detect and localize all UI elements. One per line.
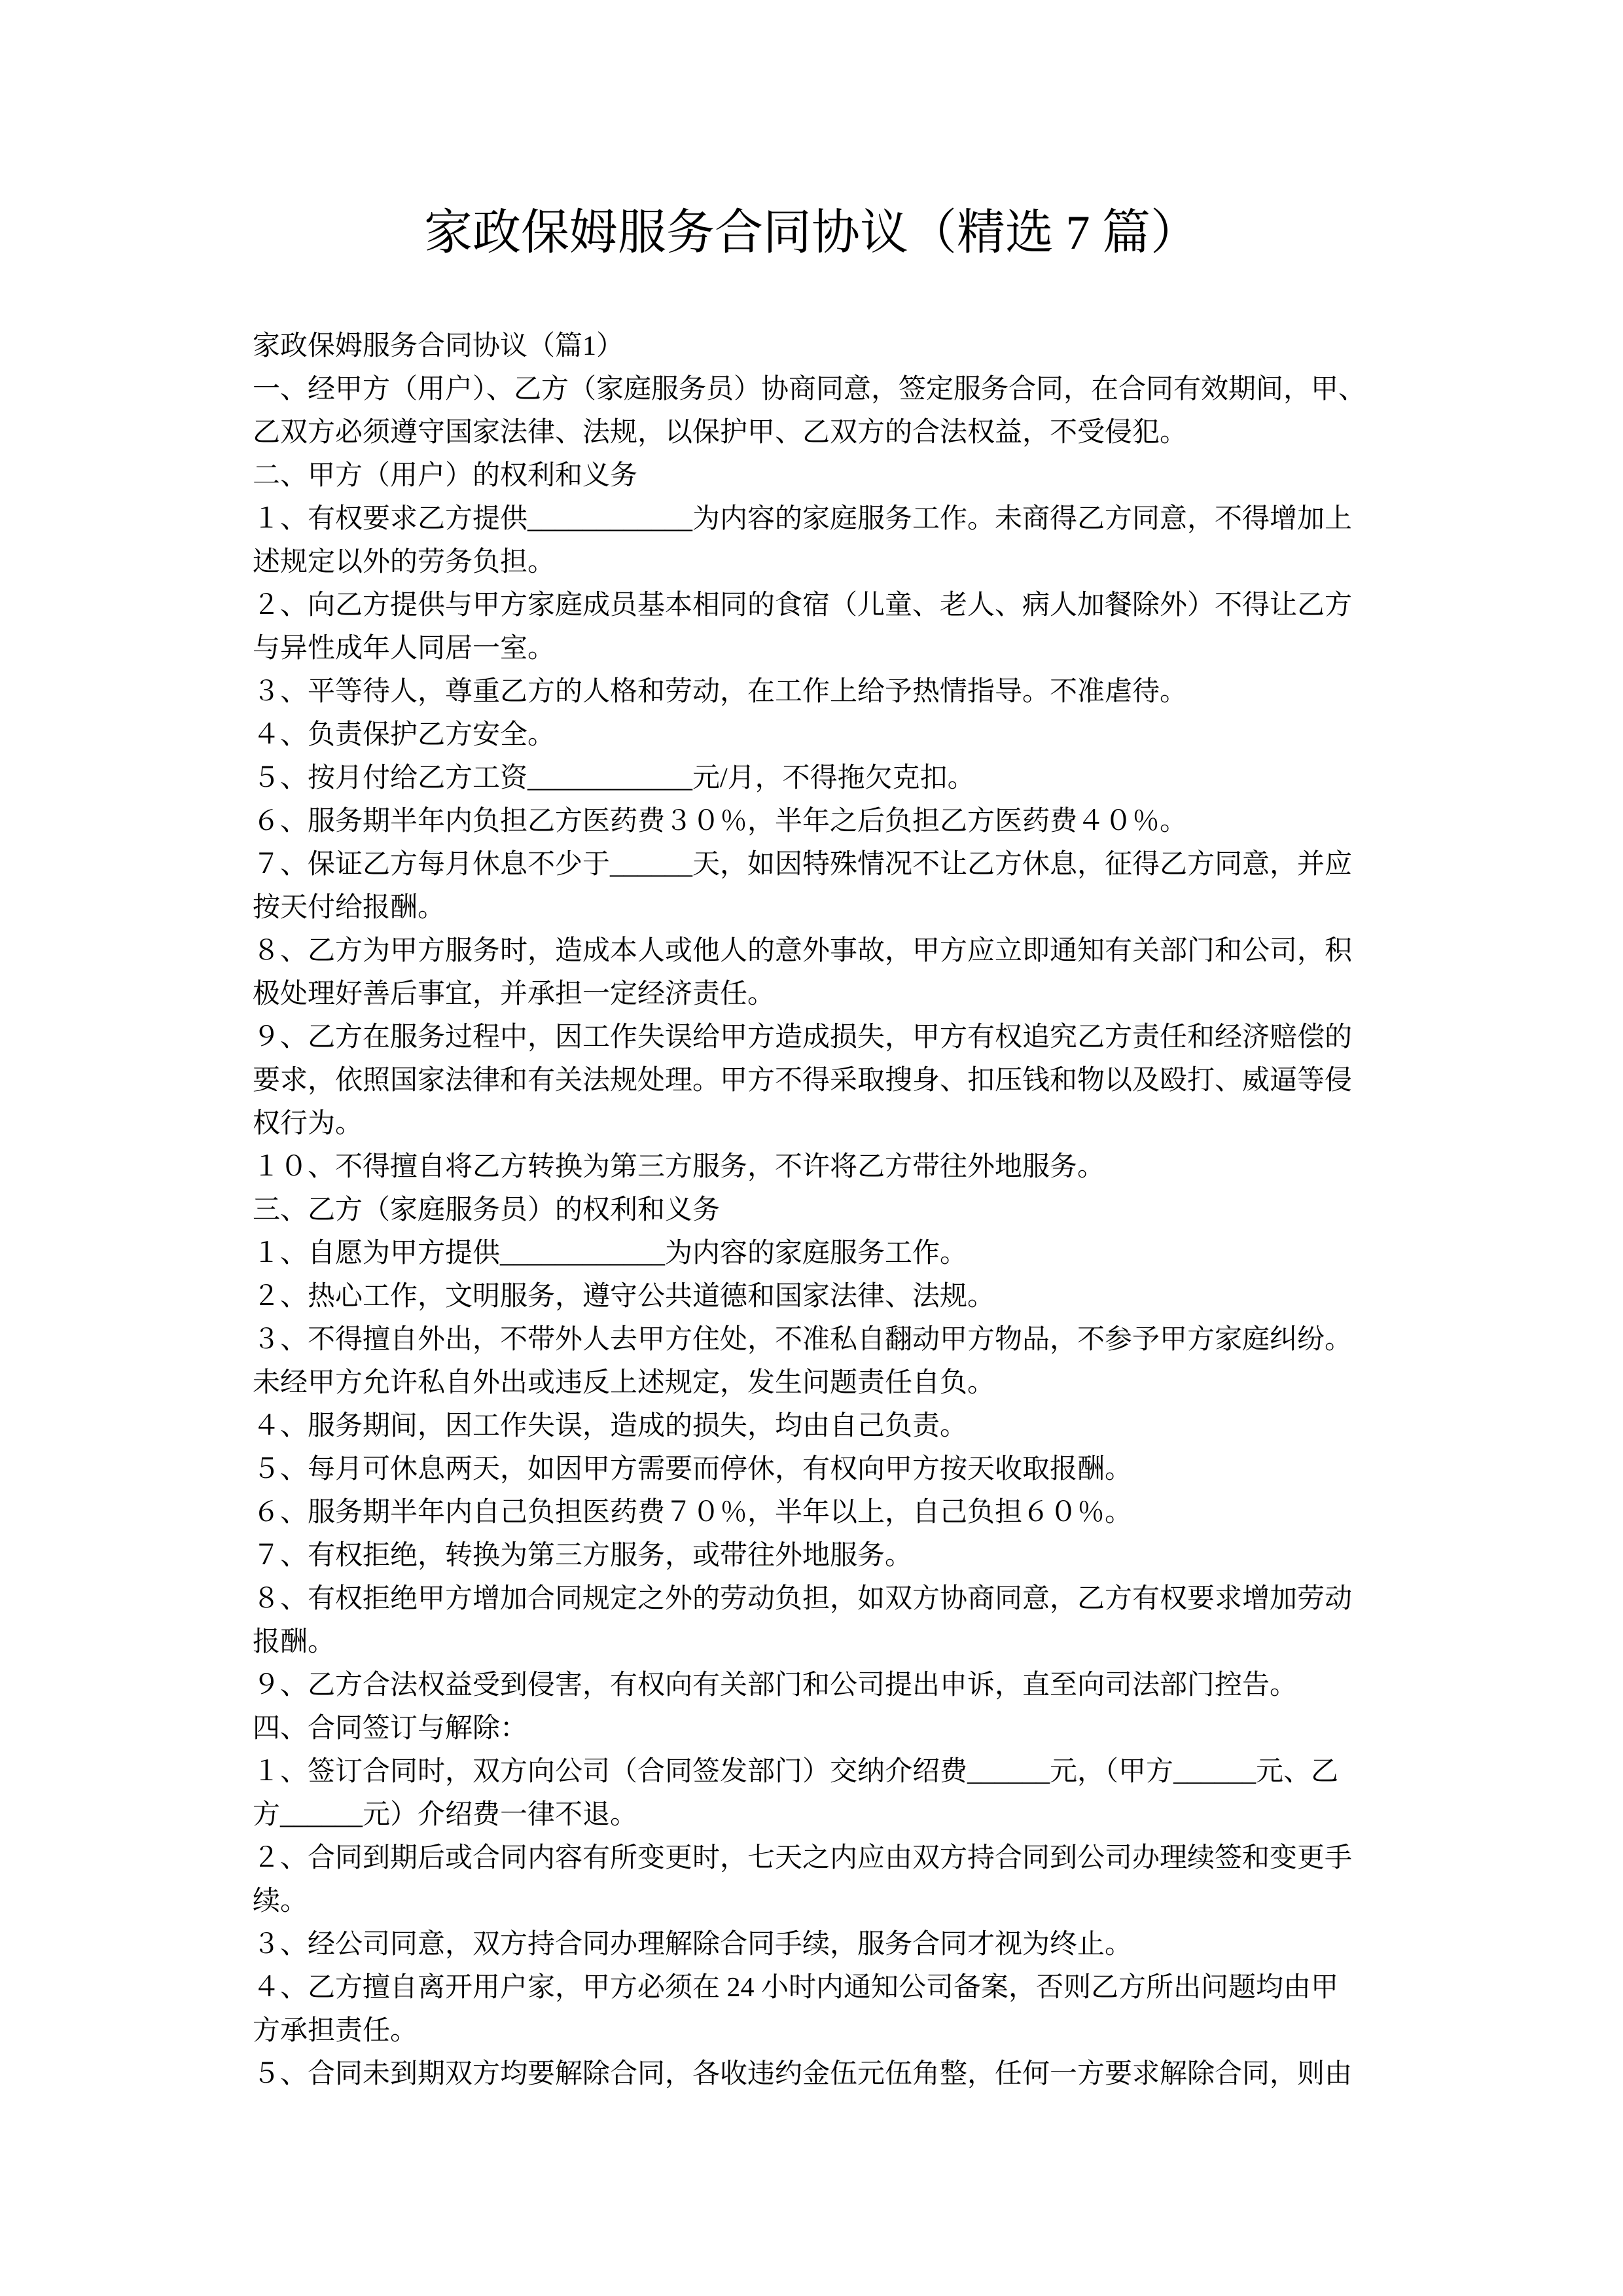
document-line: 四、合同签订与解除： [253, 1713, 528, 1744]
document-line: 按天付给报酬。 [253, 893, 446, 923]
document-line: ３、不得擅自外出，不带外人去甲方住处，不准私自翻动甲方物品，不参予甲方家庭纠纷。 [253, 1325, 1353, 1355]
document-line: ７、保证乙方每月休息不少于______天，如因特殊情况不让乙方休息，征得乙方同意，并应 [253, 850, 1353, 880]
document-line: 要求，依照国家法律和有关法规处理。甲方不得采取搜身、扣压钱和物以及殴打、威逼等侵 [253, 1066, 1353, 1096]
document-line: ４、负责保护乙方安全。 [253, 720, 556, 750]
document-line: ７、有权拒绝，转换为第三方服务，或带往外地服务。 [253, 1541, 913, 1571]
document-line: ５、每月可休息两天，如因甲方需要而停休，有权向甲方按天收取报酬。 [253, 1454, 1133, 1484]
document-line: ９、乙方在服务过程中，因工作失误给甲方造成损失，甲方有权追究乙方责任和经济赔偿的 [253, 1022, 1353, 1052]
document-line: 与异性成年人同居一室。 [253, 634, 556, 664]
document-line: 家政保姆服务合同协议（篇1） [253, 331, 624, 361]
document-line: １、有权要求乙方提供____________为内容的家庭服务工作。未商得乙方同意，不得增加上 [253, 504, 1353, 534]
document-line: ５、合同未到期双方均要解除合同，各收违约金伍元伍角整，任何一方要求解除合同，则由 [253, 2059, 1353, 2089]
document-line: 述规定以外的劳务负担。 [253, 547, 556, 577]
document-line: ６、服务期半年内自己负担医药费７０％，半年以上，自己负担６０％。 [253, 1498, 1133, 1528]
document-line: １０、不得擅自将乙方转换为第三方服务，不许将乙方带往外地服务。 [253, 1152, 1105, 1182]
document-line: 未经甲方允许私自外出或违反上述规定，发生问题责任自负。 [253, 1368, 995, 1398]
document-line: ４、乙方擅自离开用户家，甲方必须在 24 小时内通知公司备案，否则乙方所出问题均由甲 [253, 1973, 1339, 2003]
document-line: ８、乙方为甲方服务时，造成本人或他人的意外事故，甲方应立即通知有关部门和公司，积 [253, 936, 1353, 966]
document-line: ９、乙方合法权益受到侵害，有权向有关部门和公司提出申诉，直至向司法部门控告。 [253, 1670, 1298, 1700]
document-line: 方______元）介绍费一律不退。 [253, 1800, 638, 1830]
document-line: 二、甲方（用户）的权利和义务 [253, 461, 638, 491]
document-line: １、自愿为甲方提供____________为内容的家庭服务工作。 [253, 1238, 968, 1268]
document-line: ２、热心工作，文明服务，遵守公共道德和国家法律、法规。 [253, 1282, 995, 1312]
document-line: １、签订合同时，双方向公司（合同签发部门）交纳介绍费______元，（甲方______元、乙 [253, 1757, 1339, 1787]
document-line: 权行为。 [253, 1109, 363, 1139]
document-line: ２、向乙方提供与甲方家庭成员基本相同的食宿（儿童、老人、病人加餐除外）不得让乙方 [253, 590, 1353, 620]
document-line: 三、乙方（家庭服务员）的权利和义务 [253, 1195, 721, 1225]
document-title: 家政保姆服务合同协议（精选 7 篇） [424, 206, 1199, 260]
document-line: 极处理好善后事宜，并承担一定经济责任。 [253, 979, 776, 1009]
document-line: ３、平等待人，尊重乙方的人格和劳动，在工作上给予热情指导。不准虐待。 [253, 677, 1188, 707]
document-line: 一、经甲方（用户）、乙方（家庭服务员）协商同意，签定服务合同，在合同有效期间，甲、 [253, 374, 1366, 404]
document-line: ６、服务期半年内负担乙方医药费３０％，半年之后负担乙方医药费４０％。 [253, 806, 1188, 836]
document-line: ２、合同到期后或合同内容有所变更时，七天之内应由双方持合同到公司办理续签和变更手 [253, 1843, 1353, 1873]
document-line: ８、有权拒绝甲方增加合同规定之外的劳动负担，如双方协商同意，乙方有权要求增加劳动 [253, 1584, 1353, 1614]
document-body [253, 325, 1623, 2096]
document-line: 续。 [253, 1886, 308, 1916]
document-line: ４、服务期间，因工作失误，造成的损失，均由自己负责。 [253, 1411, 968, 1441]
document-line: ３、经公司同意，双方持合同办理解除合同手续，服务合同才视为终止。 [253, 1929, 1133, 1960]
document-line: ５、按月付给乙方工资____________元/月，不得拖欠克扣。 [253, 763, 975, 793]
document-line: 报酬。 [253, 1627, 336, 1657]
document-line: 乙双方必须遵守国家法律、法规，以保护甲、乙双方的合法权益，不受侵犯。 [253, 418, 1188, 448]
document-line: 方承担责任。 [253, 2016, 418, 2046]
